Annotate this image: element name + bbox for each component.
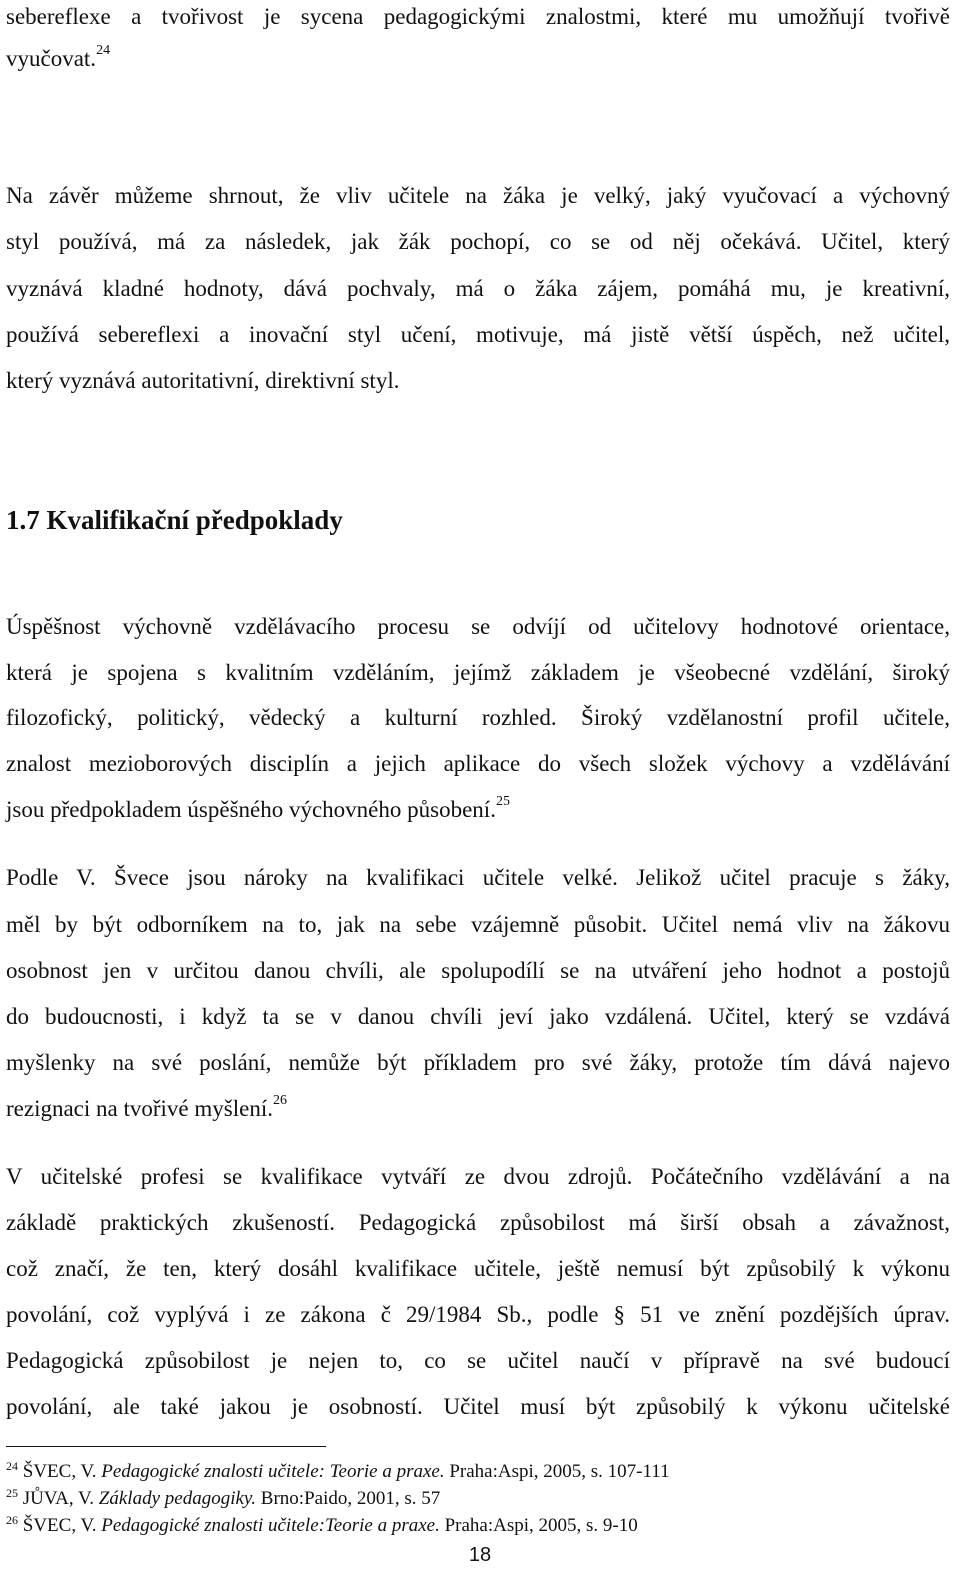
footnote-title: Základy pedagogiky. (98, 1488, 257, 1509)
paragraph-line: do budoucnosti, i když ta se v danou chvíli jeví jako vzdálená. Učitel, který se vzdává (6, 1004, 950, 1029)
footnote-ref: 25 (495, 794, 510, 809)
paragraph-line: která je spojena s kvalitním vzděláním, jejímž základem je všeobecné vzdělání, široký (6, 660, 950, 685)
paragraph-line: Úspěšnost výchovně vzdělávacího procesu se odvíjí od učitelovy hodnotové orientace, (6, 614, 950, 639)
footnote-author: ŠVEC, V. (22, 1461, 102, 1482)
paragraph-line: vyznává kladné hodnoty, dává pochvaly, má o žáka zájem, pomáhá mu, je kreativní, (6, 276, 950, 301)
footnote-number: 25 (6, 1486, 18, 1500)
footnote-author: ŠVEC, V. (22, 1515, 102, 1536)
footnote (6, 1514, 638, 1538)
footnote-number: 26 (6, 1513, 18, 1527)
paragraph-line: Pedagogická způsobilost je nejen to, co se učitel naučí v přípravě na své budoucí (6, 1348, 950, 1373)
paragraph-line: V učitelské profesi se kvalifikace vytváří ze dvou zdrojů. Počátečního vzdělávání a na (6, 1164, 950, 1189)
paragraph-line: znalost mezioborových disciplín a jejich aplikace do všech složek výchovy a vzdělávání (6, 751, 950, 776)
paragraph-line: povolání, ale také jakou je osobností. Učitel musí být způsobilý k výkonu učitelské (6, 1394, 950, 1419)
footnote-number: 24 (6, 1459, 18, 1473)
paragraph-line: sebereflexe a tvořivost je sycena pedagogickými znalostmi, které mu umožňují tvořivě (6, 4, 950, 29)
footnote-title: Pedagogické znalosti učitele: Teorie a praxe. (101, 1461, 445, 1482)
footnote (6, 1460, 670, 1484)
footnote-publisher: Brno:Paido, 2001, s. 57 (256, 1488, 441, 1509)
paragraph-line: což značí, že ten, který dosáhl kvalifikace učitele, ještě nemusí být způsobilý k výkonu (6, 1256, 950, 1281)
footnote-separator (6, 1446, 326, 1447)
paragraph-line: myšlenky na své poslání, nemůže být příkladem pro své žáky, protože tím dává najevo (6, 1050, 950, 1075)
footnote-author: JŮVA, V. (22, 1488, 99, 1509)
footnote-ref: 24 (96, 43, 111, 58)
paragraph-line: základě praktických zkušeností. Pedagogická způsobilost má širší obsah a závažnost, (6, 1210, 950, 1235)
paragraph-line: používá sebereflexi a inovační styl učení, motivuje, má jistě větší úspěch, než učitel, (6, 322, 950, 347)
footnote-title: Pedagogické znalosti učitele:Teorie a praxe. (101, 1515, 440, 1536)
paragraph-line: Podle V. Švece jsou nároky na kvalifikaci učitele velké. Jelikož učitel pracuje s žáky, (6, 865, 950, 890)
paragraph-line: osobnost jen v určitou danou chvíli, ale spolupodílí se na utváření jeho hodnot a postojů (6, 958, 950, 983)
paragraph-line: rezignaci na tvořivé myšlení.$^{26}$ (6, 1093, 287, 1121)
section-heading: 1.7 Kvalifikační předpoklady (6, 505, 343, 535)
page-number: 18 (468, 1544, 492, 1566)
paragraph-line: jsou předpokladem úspěšného výchovného působení.$^{25}$ (6, 794, 510, 822)
footnote (6, 1487, 440, 1511)
paragraph-line: vyučovat.$^{24}$ (6, 43, 111, 71)
paragraph-line: Na závěr můžeme shrnout, že vliv učitele na žáka je velký, jaký vyučovací a výchovný (6, 183, 950, 208)
paragraph-line: který vyznává autoritativní, direktivní styl. (6, 368, 400, 393)
paragraph-line: povolání, což vyplývá i ze zákona č 29/1984 Sb., podle § 51 ve znění pozdějších úprav. (6, 1302, 950, 1327)
footnote-ref: 26 (272, 1093, 287, 1108)
footnote-publisher: Praha:Aspi, 2005, s. 107-111 (444, 1461, 670, 1482)
paragraph-line: měl by být odborníkem na to, jak na sebe vzájemně působit. Učitel nemá vliv na žákovu (6, 912, 950, 937)
footnote-publisher: Praha:Aspi, 2005, s. 9-10 (439, 1515, 638, 1536)
paragraph-line: filozofický, politický, vědecký a kulturní rozhled. Široký vzdělanostní profil učitele, (6, 705, 950, 730)
paragraph-line: styl používá, má za následek, jak žák pochopí, co se od něj očekává. Učitel, který (6, 229, 950, 254)
